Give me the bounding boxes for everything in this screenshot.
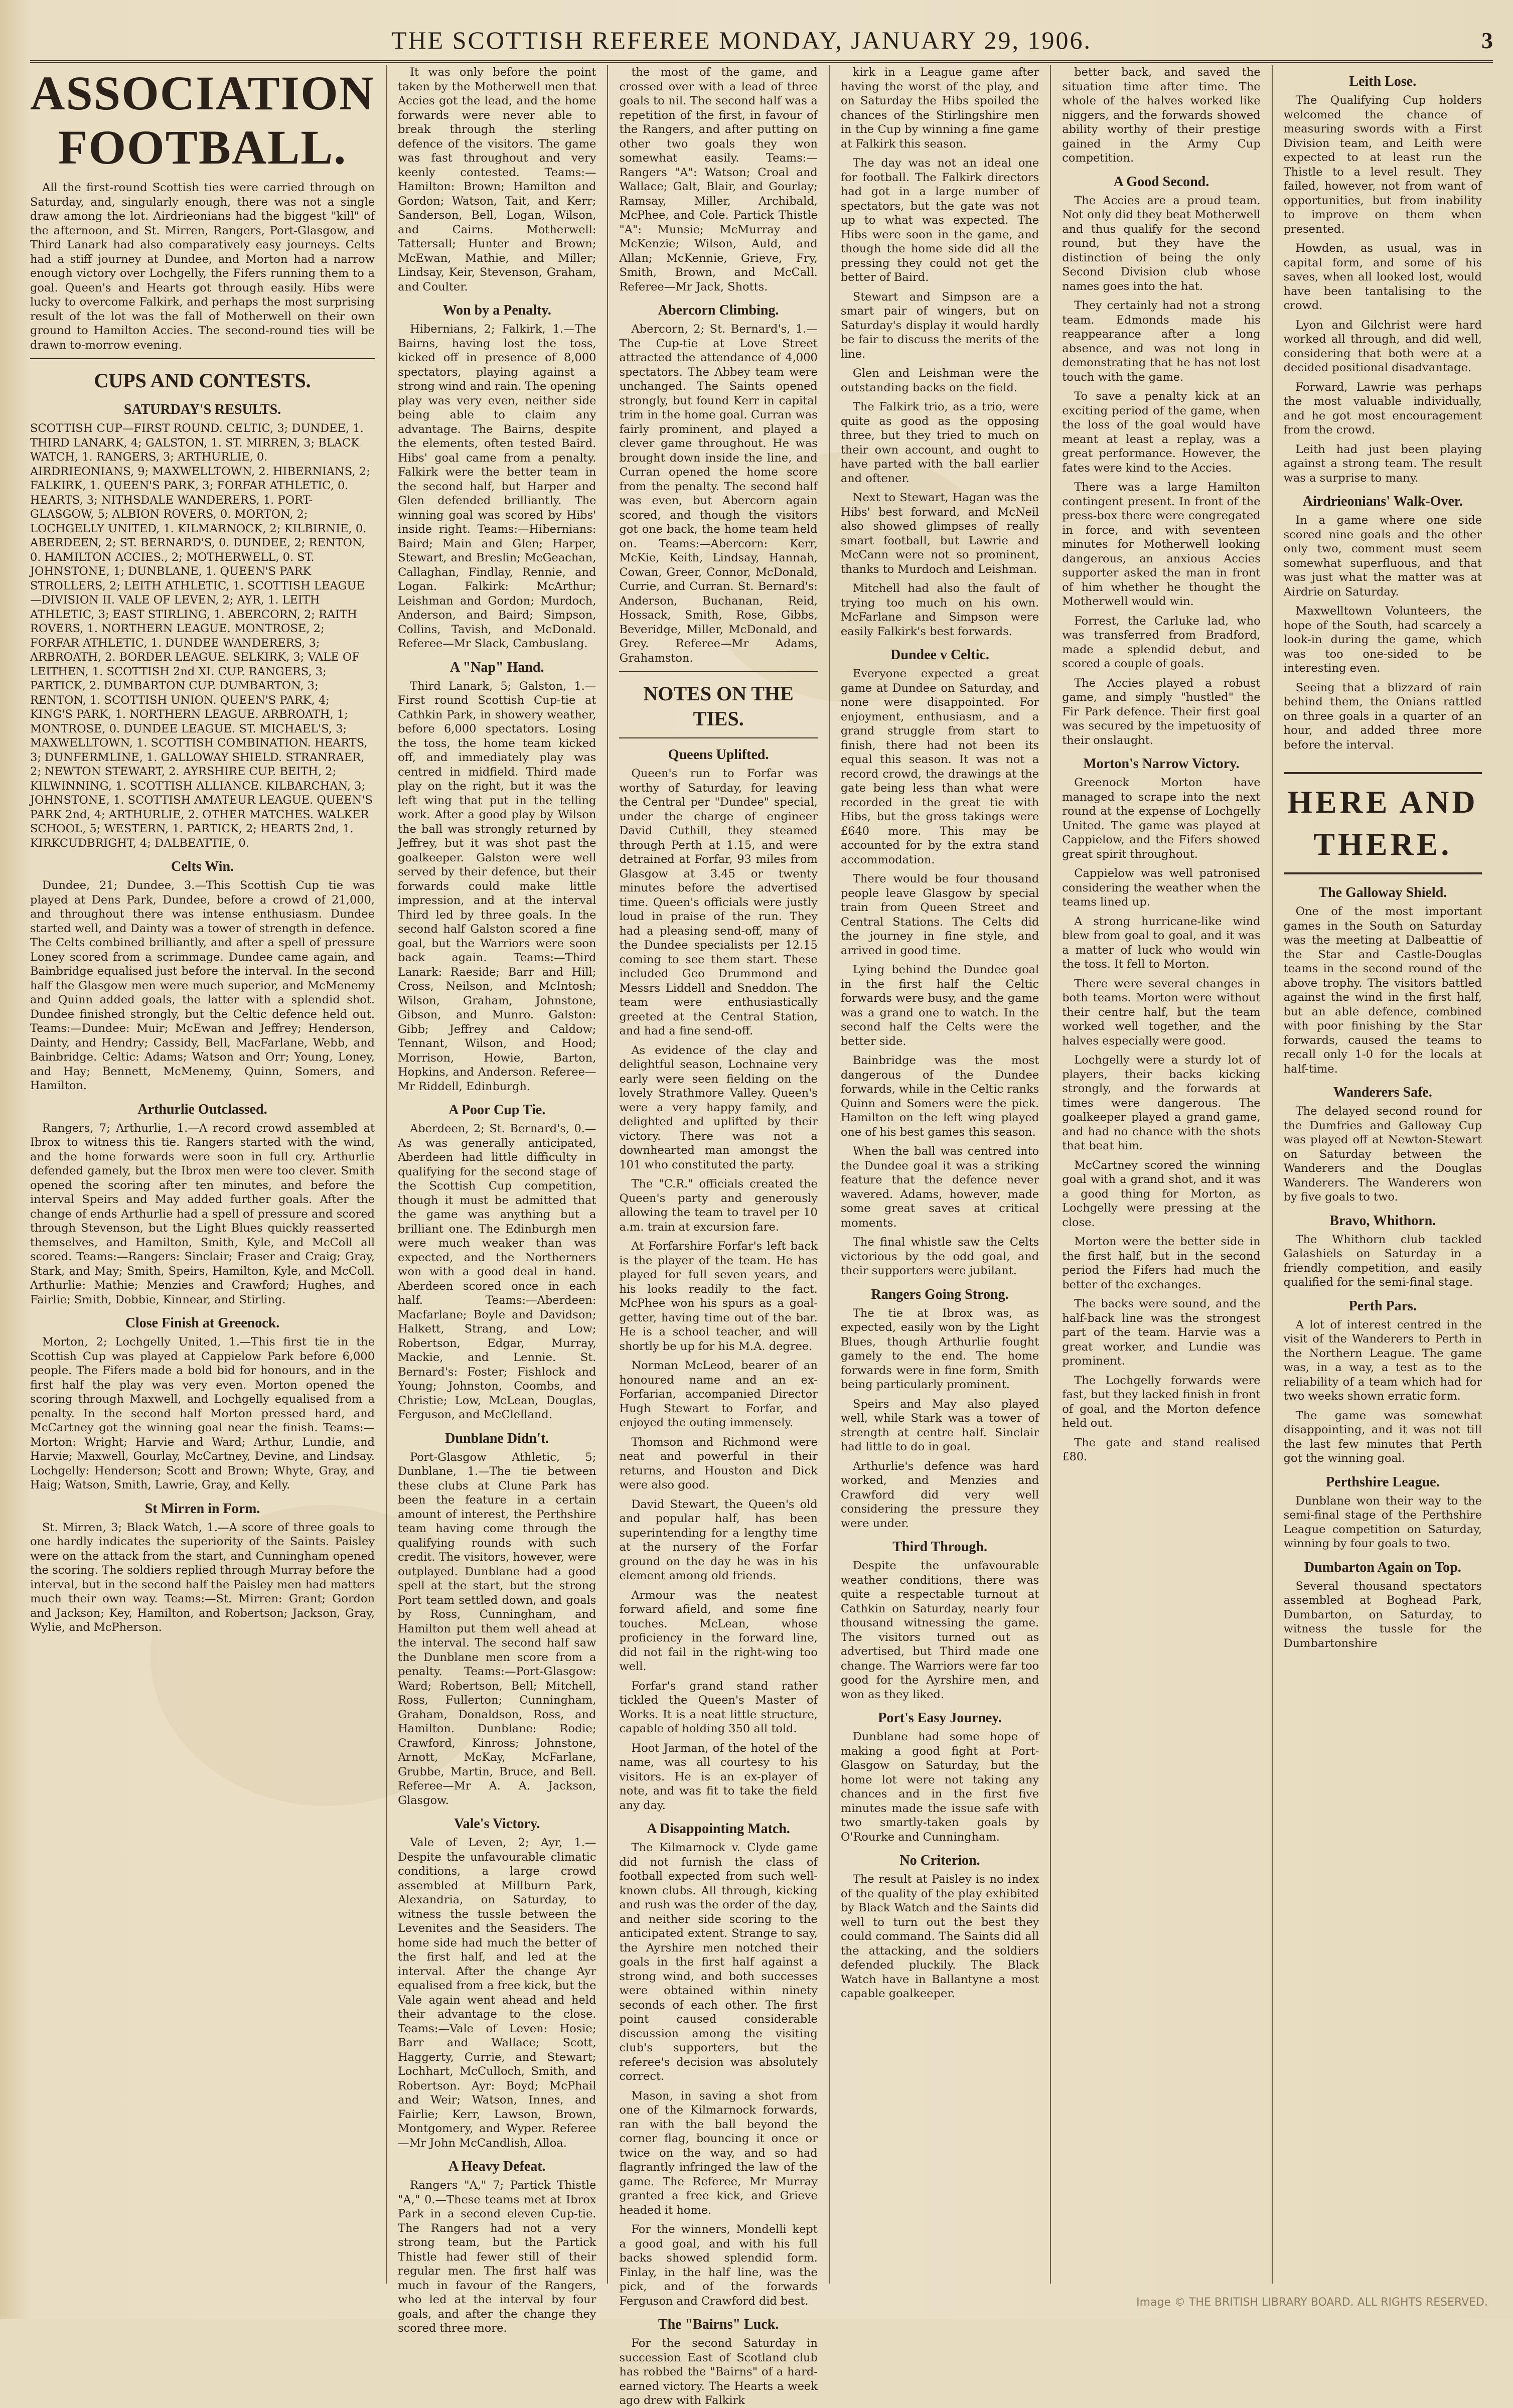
article-text: Cappielow was well patronised considering the weather when the teams lined up. — [1062, 867, 1261, 909]
article-text: The Lochgelly forwards were fast, but they lacked finish in front of goal, and the Morton defence held out. — [1062, 1374, 1261, 1430]
article-text: Rangers "A," 7; Partick Thistle "A," 0.—These teams met at Ibrox Park in a second eleven Cup-tie. The Rangers had not a very strong team, but the Partick Thistle had fewer still of their regular men. The first half was much in favour of the Rangers, who led at the interval by four goals, and after the change they scored three more. — [398, 2179, 596, 2335]
article-text: The Accies played a robust game, and simply "hustled" the Fir Park defence. Their first goal was secured by the impetuosity of their onslaught. — [1062, 676, 1261, 747]
article-text: Hoot Jarman, of the hotel of the name, was all courtesy to his visitors. He is an ex-player of note, and was fit to take the field any day. — [619, 1741, 818, 1812]
article-text: Forfar's grand stand rather tickled the Queen's Master of Works. It is a neat little structure, capable of holding 350 all told. — [619, 1679, 818, 1735]
article-text: Rangers, 7; Arthurlie, 1.—A record crowd assembled at Ibrox to witness this tie. Rangers started with the wind, and the home forwards were soon in full cry. Arthurlie defended gamely, but the Ibrox men were too clever. Smith opened the scoring after ten minutes, and before the interval Speirs and May added further goals. After the change of ends Arthurlie had a spell of pressure and scored through Stevenson, but the Light Blues quickly reasserted themselves, and Hamilton, Smith, Kyle, and McColl all scored. Teams:—Rangers: Sinclair; Fraser and Craig; Gray, Stark, and May; Smith, Speirs, Hamilton, Kyle, and McColl. Arthurlie: Mathie; Menzies and Crawford; Hughes, and Fairlie; Smith, Dobbie, Kinnear, and Stirling. — [30, 1121, 375, 1306]
article-text: Abercorn, 2; St. Bernard's, 1.—The Cup-tie at Love Street attracted the attendance of 4,000 spectators. The Abbey team were unchanged. The Saints opened strongly, but found Kerr in capital trim in the home goal. Curran was fairly prominent, and played a clever game throughout. He was brought down inside the line, and Curran opened the home score from the penalty. The second half was even, but Abercorn again scored, and though the visitors got one back, the home team held on. Teams:—Abercorn: Kerr, McKie, Keith, Lindsay, Hannah, Cowan, Greer, Connor, McDonald, Currie, and Curran. St. Bernard's: Anderson, Buchanan, Reid, Hossack, Smith, Rose, Gibbs, Beveridge, Miller, McDonald, and Grey. Referee—Mr Adams, Grahamston. — [619, 323, 818, 665]
article-heading: The "Bairns" Luck. — [658, 2317, 779, 2332]
article-heading: A Poor Cup Tie. — [448, 1102, 546, 1118]
article-text: There would be four thousand people leave Glasgow by special train from Queen Street and Central Stations. The Celts did the journey in fine style, and arrived in good time. — [840, 872, 1039, 957]
divider — [619, 737, 817, 738]
section-banner: HERE AND THERE. — [1284, 772, 1482, 874]
article-text: The Whithorn club tackled Galashiels on Saturday in a friendly competition, and easily qualified for the semi-final stage. — [1283, 1233, 1482, 1289]
article-text: The Qualifying Cup holders welcomed the chance of measuring swords with a First Division team, and Leith were expected to at least run the Thistle to a level result. They failed, however, not from want of opportunities, but from inability to improve on them when presented. — [1283, 94, 1482, 236]
article-text: One of the most important games in the South on Saturday was the meeting at Dalbeattie of the Star and Castle-Douglas teams in the second round of the above trophy. The visitors battled against the wind in the first half, but an able defence, combined with poor finishing by the Star forwards, caused the teams to recall only 1-0 for the locals at half-time. — [1283, 905, 1482, 1076]
article-text: Lochgelly were a sturdy lot of players, their backs kicking strongly, and the forwards at times were dangerous. The goalkeeper played a grand game, and had no chance with the shots that beat him. — [1062, 1054, 1261, 1152]
article-heading: Wanderers Safe. — [1333, 1085, 1432, 1100]
page-number: 3 — [1481, 27, 1493, 53]
section-title: NOTES ON THE TIES. — [643, 682, 794, 730]
intro-paragraph: All the first-round Scottish ties were carried through on Saturday, and, singularly enough, there was not a single draw among the lot. Airdrieonians had the biggest "kill" of the afternoon, and St. Mirren, Rangers, Port-Glasgow, and Third Lanark had also comparatively easy journeys. Celts had a stiff journey at Dundee, and Morton had a narrow enough victory over Lochgelly, the Fifers running them to a goal. Queen's and Hearts got through easily. Hibs were lucky to overcome Falkirk, and perhaps the most surprising result of the lot was the fall of Motherwell on their own ground to Hamilton Accies. The second-round ties will be drawn to-morrow evening. — [30, 181, 375, 352]
divider — [30, 358, 375, 359]
article-text: Glen and Leishman were the outstanding backs on the field. — [840, 367, 1039, 394]
article-text: better back, and saved the situation time after time. The whole of the halves worked like niggers, and the forwards showed ability worthy of their prestige gained in the Army Cup competition. — [1062, 66, 1261, 165]
copyright-notice: Image © THE BRITISH LIBRARY BOARD. ALL RIGHTS RESERVED. — [1136, 2296, 1488, 2309]
article-text: Third Lanark, 5; Galston, 1.—First round Scottish Cup-tie at Cathkin Park, in showery weather, before 6,000 spectators. Losing the toss, the home team kicked off, and immediately play was centred in midfield. Third made play on the right, but it was the left wing that put in the telling work. After a good play by Wilson the ball was strongly returned by Jeffrey, but it was shot past the goalkeeper. Galston were well served by their defence, but their forwards could make little impression, and at the interval Third led by three goals. In the second half Galston scored a fine goal, but the Warriors were soon back again. Teams:—Third Lanark: Raeside; Barr and Hill; Cross, Neilson, and McIntosh; Wilson, Graham, Johnstone, Gibson, and Munro. Galston: Gibb; Jeffrey and Caldow; Tennant, Wilson, and Hood; Morrison, Howie, Barton, Hopkins, and Anderson. Referee—Mr Riddell, Edinburgh. — [398, 679, 596, 1093]
article-text: There was a large Hamilton contingent present. In front of the press-box there were congregated in force, and with seventeen minutes for Motherwell looking dangerous, an anxious Accies supporter asked the man in front of him whether he thought the Motherwell would win. — [1062, 481, 1261, 608]
article-heading: Queens Uplifted. — [668, 747, 769, 763]
article-text: When the ball was centred into the Dundee goal it was a striking feature that the defence never wavered. Adams, however, made some great saves at critical moments. — [840, 1145, 1039, 1230]
article-text: Hibernians, 2; Falkirk, 1.—The Bairns, having lost the toss, kicked off in presence of 8,000 spectators, playing against a strong wind and rain. The opening play was very even, neither side being able to claim any advantage. The Bairns, despite the elements, often tested Baird. Hibs' goal came from a penalty. Falkirk were the better team in the second half, but Harper and Glen defended brilliantly. The winning goal was scored by Hibs' inside right. Teams:—Hibernians: Baird; Main and Glen; Harper, Stewart, and Breslin; McGeachan, Callaghan, Findlay, Rennie, and Logan. Falkirk: McArthur; Leishman and Gordon; Murdoch, Anderson, and Baird; Simpson, Collins, Tavish, and McDonald. Referee—Mr Slack, Cambuslang. — [398, 323, 596, 650]
article-text: Dundee, 21; Dundee, 3.—This Scottish Cup tie was played at Dens Park, Dundee, before a crowd of 21,000, and throughout there was intense enthusiasm. Dundee started well, and Dainty was a tower of strength in defence. The Celts combined brilliantly, and after a spell of pressure Loney scored from a scrimmage. Dundee came again, and Bainbridge equalised just before the interval. In the second half the Glasgow men were much superior, and McMenemy and Quinn added goals, the latter with a splendid shot. Dundee finished strongly, but the Celtic defence held out. Teams:—Dundee: Muir; McEwan and Jeffrey; Henderson, Dainty, and Hendry; Cassidy, Bell, MacFarlane, Webb, and Bainbridge. Celtic: Adams; Watson and Orr; Young, Loney, and Hay; Bennett, McMenemy, Quinn, Somers, and Hamilton. — [30, 879, 375, 1092]
article-heading: Dumbarton Again on Top. — [1304, 1559, 1461, 1575]
article-text: Seeing that a blizzard of rain behind them, the Onians rattled on three goals in a quarter of an hour, and added three more before the interval. — [1283, 681, 1482, 751]
masthead — [30, 20, 1493, 63]
masthead-title: THE SCOTTISH REFEREE MONDAY, JANUARY 29, 1906. — [391, 26, 1092, 54]
article-text: Everyone expected a great game at Dundee on Saturday, and none were disappointed. For enjoyment, enthusiasm, and a grand struggle from start to finish, there had not been its equal this season. It was not a record crowd, the drawings at the gate being less than what were recorded in the great tie with Hibs, but the gross takings were £640 more. This may be accounted for by the extra stand accommodation. — [840, 667, 1039, 866]
article-heading: Morton's Narrow Victory. — [1083, 756, 1240, 772]
article-text: Leith had just been playing against a strong team. The result was a surprise to many. — [1283, 442, 1482, 485]
article-text: The Kilmarnock v. Clyde game did not furnish the class of football expected from such well-known clubs. All through, kicking and rush was the order of the day, and neither side scoring to the anticipated extent. Strange to say, the Ayrshire men notched their goals in the first half against a strong wind, and both successes were obtained within ninety seconds of each other. The first point caused considerable discussion among the visiting club's supporters, but the referee's decision was absolutely correct. — [619, 1841, 818, 2083]
column-4 — [829, 65, 1050, 2284]
article-text: As evidence of the clay and delightful season, Lochnaine very early were seen fielding on the lovely Strathmore Valley. Queen's were a very happy family, and delighted and uplifted by their victory. There was not a downhearted man amongst the 101 who constituted the party. — [619, 1043, 818, 1171]
article-text: The backs were sound, and the half-back line was the strongest part of the team. Harvie was a great worker, and Lundie was prominent. — [1062, 1297, 1261, 1368]
article-text: For the winners, Mondelli kept a good goal, and with his full backs showed splendid form. Finlay, in the half line, was the pick, and of the forwards Ferguson and Crawford did best. — [619, 2223, 818, 2308]
page-headline: ASSOCIATION FOOTBALL. — [30, 66, 375, 174]
article-text: Greenock Morton have managed to scrape into the next round at the expense of Lochgelly United. The game was played at Cappielow, and the Fifers showed great spirit throughout. — [1062, 776, 1261, 861]
article-text: Lyon and Gilchrist were hard worked all through, and did well, considering that both were at a decided positional disadvantage. — [1283, 318, 1482, 374]
column-3 — [607, 65, 828, 2407]
article-text: To save a penalty kick at an exciting period of the game, when the loss of the goal would have meant at least a replay, was a great performance. However, the fates were kind to the Accies. — [1062, 390, 1261, 475]
article-heading: Close Finish at Greenock. — [125, 1315, 280, 1331]
article-text: Morton were the better side in the first half, but in the second period the Fifers had much the better of the exchanges. — [1062, 1235, 1261, 1291]
article-text: Dunblane won their way to the semi-final stage of the Perthshire League competition on Saturday, winning by four goals to two. — [1283, 1494, 1482, 1550]
article-text: Forward, Lawrie was perhaps the most valuable individually, and he got most encouragement from the crowd. — [1283, 380, 1482, 436]
article-heading: Port's Easy Journey. — [878, 1710, 1002, 1726]
article-heading: St Mirren in Form. — [144, 1500, 260, 1517]
article-heading: Celts Win. — [171, 859, 234, 874]
article-text: Aberdeen, 2; St. Bernard's, 0.—As was generally anticipated, Aberdeen had little difficulty in qualifying for the second stage of the Scottish Cup competition, though it must be admitted that the game was anything but a brilliant one. The Edinburgh men were much weaker than was expected, and the Northerners won with a good deal in hand. Aberdeen scored once in each half. Teams:—Aberdeen: Macfarlane; Boyle and Davidson; Halkett, Strang, and Low; Robertson, Edgar, Murray, Mackie, and Lennie. St. Bernard's: Foster; Fishlock and Young; Johnston, Coombs, and Christie; Low, McLean, Douglas, Ferguson, and McClelland. — [398, 1122, 596, 1421]
article-heading: Arthurlie Outclassed. — [137, 1101, 267, 1117]
results-heading: SATURDAY'S RESULTS. — [123, 402, 281, 417]
article-text: At Forfarshire Forfar's left back is the player of the team. He has played for full seven years, and his looks readily to the fact. McPhee won his spurs as a goal-getter, having time out of the bar. He is a school teacher, and will shortly be up for his M.A. degree. — [619, 1240, 818, 1353]
article-text: The Accies are a proud team. Not only did they beat Motherwell and thus qualify for the second round, but they have the distinction of being the only Second Division club whose names goes into the hat. — [1062, 194, 1261, 293]
article-text: Next to Stewart, Hagan was the Hibs' best forward, and McNeil also showed glimpses of really smart football, but Lawrie and McCann were not so prominent, thanks to Murdoch and Leishman. — [840, 491, 1039, 576]
article-text: Despite the unfavourable weather conditions, there was quite a respectable turnout at Cathkin on Saturday, nearly four thousand witnessing the game. The visitors turned out as advertised, but Third made one change. The Warriors were far too good for the Ayrshire men, and won as they liked. — [840, 1559, 1039, 1701]
article-text: St. Mirren, 3; Black Watch, 1.—A score of three goals to one hardly indicates the superiority of the Saints. Paisley were on the attack from the start, and Cunningham opened the scoring. The soldiers replied through Murray before the interval, but in the second half the Paisley men had matters much their own way. Teams:—St. Mirren: Grant; Gordon and Jackson; Key, Hamilton, and Robertson; Jackson, Gray, Wylie, and McPherson. — [30, 1521, 375, 1634]
column-6 — [1272, 65, 1493, 2284]
article-text: Port-Glasgow Athletic, 5; Dunblane, 1.—The tie between these clubs at Clune Park has been the feature in a certain amount of interest, the Perthshire team having come through the qualifying rounds with such credit. The visitors, however, were outplayed. Dunblane had a good spell at the start, but the strong Port team settled down, and goals by Ross, Cunningham, and Hamilton put them well ahead at the interval. The second half saw the Dunblane men score from a penalty. Teams:—Port-Glasgow: Ward; Robertson, Bell; Mitchell, Ross, Fullerton; Cunningham, Graham, Donaldson, Ross, and Hamilton. Dunblane: Rodie; Crawford, Kinross; Johnstone, Arnott, McKay, McFarlane, Grubbe, Martin, Bruce, and Bell. Referee—Mr A. A. Jackson, Glasgow. — [398, 1450, 596, 1807]
column-5 — [1050, 65, 1271, 2284]
article-text: In a game where one side scored nine goals and the other only two, comment must seem somewhat superfluous, and that was just what the matter was at Airdrie on Saturday. — [1283, 514, 1482, 598]
article-heading: The Galloway Shield. — [1318, 885, 1447, 900]
article-text: Bainbridge was the most dangerous of the Dundee forwards, while in the Celtic ranks Quinn and Somers were the pick. Hamilton on the left wing played one of his best games this season. — [840, 1054, 1039, 1139]
article-text: Dunblane had some hope of making a good fight at Port-Glasgow on Saturday, but the home lot were not taking any chances and in the first five minutes made the issue safe with two smartly-taken goals by O'Rourke and Cunningham. — [840, 1730, 1039, 1844]
article-heading: Leith Lose. — [1349, 74, 1417, 89]
article-heading: Perthshire League. — [1326, 1474, 1440, 1490]
section-title: CUPS AND CONTESTS. — [94, 369, 311, 392]
article-text: The Falkirk trio, as a trio, were quite as good as the opposing three, but they tried to much on their own account, and ought to have parted with the ball earlier and oftener. — [840, 400, 1039, 485]
divider — [619, 671, 817, 672]
article-text: The delayed second round for the Dumfries and Galloway Cup was played off at Newton-Stewart on Saturday between the Wanderers and the Douglas Wanderers. The Wanderers won by five goals to two. — [1283, 1105, 1482, 1203]
article-heading: A "Nap" Hand. — [450, 659, 544, 675]
article-text: Howden, as usual, was in capital form, and some of his saves, when all looked lost, would have been tantalising to the crowd. — [1283, 242, 1482, 312]
article-text: The final whistle saw the Celts victorious by the odd goal, and their supporters were jubilant. — [840, 1236, 1039, 1277]
article-text: Several thousand spectators assembled at Boghead Park, Dumbarton, on Saturday, to witness the tussle for the Dumbartonshire — [1283, 1579, 1482, 1650]
article-text: Norman McLeod, bearer of an honoured name and an ex-Forfarian, accompanied Director Hugh Stewart to Forfar, and enjoyed the outing immensely. — [619, 1359, 818, 1429]
article-text: Armour was the neatest forward afield, and some fine touches. McLean, whose proficiency in the forward line, did not fail in the right-wing too well. — [619, 1588, 818, 1673]
article-heading: Bravo, Whithorn. — [1329, 1213, 1436, 1229]
article-heading: Perth Pars. — [1348, 1298, 1417, 1314]
article-text: Arthurlie's defence was hard worked, and Menzies and Crawford did very well considering the pressure they were under. — [840, 1459, 1039, 1530]
article-heading: Won by a Penalty. — [442, 303, 551, 318]
column-1 — [30, 65, 386, 2284]
article-text: The tie at Ibrox was, as expected, easily won by the Light Blues, though Arthurlie fought gamely to the end. The home forwards were in fine form, Smith being particularly prominent. — [840, 1306, 1039, 1391]
column-2 — [386, 65, 607, 2335]
article-text: Stewart and Simpson are a smart pair of wingers, but on Saturday's display it would hardly be fair to discuss the merits of the line. — [840, 290, 1039, 361]
article-text: kirk in a League game after having the worst of the play, and on Saturday the Hibs spoiled the chances of the Stirlingshire men in the Cup by winning a fine game at Falkirk this season. — [840, 66, 1039, 150]
article-text: Queen's run to Forfar was worthy of Saturday, for leaving the Central per "Dundee" special, under the charge of engineer David Cuthill, they steamed through Perth at 1.15, and were detrained at Forfar, 93 miles from Glasgow at 3.45 or twenty minutes before the advertised time. Queen's officials were justly loud in praise of the run. They had a pleasing send-off, many of the Dundee specialists per 12.15 coming to see them start. These included Geo Drummond and Messrs Liddell and Sneddon. The team were enthusiastically greeted at the Central Station, and had a fine send-off. — [619, 767, 818, 1037]
article-heading: Dundee v Celtic. — [890, 647, 989, 663]
article-heading: A Disappointing Match. — [647, 1821, 790, 1837]
article-heading: Abercorn Climbing. — [658, 303, 779, 318]
article-heading: Dunblane Didn't. — [445, 1430, 549, 1446]
article-text: The result at Paisley is no index of the quality of the play exhibited by Black Watch and the Saints did well to turn out the best they could command. The Saints did all the attacking, and the soldiers defended pluckily. The Black Watch have in Ballantyne a most capable goalkeeper. — [840, 1873, 1039, 2000]
article-text: Mason, in saving a shot from one of the Kilmarnock forwards, ran with the ball beyond the corner flag, bouncing it once or twice on the way, and so had flagrantly infringed the law of the game. The Referee, Mr Murray granted a free kick, and Grieve headed it home. — [619, 2089, 818, 2217]
article-text: A strong hurricane-like wind blew from goal to goal, and it was a matter of luck who would win the toss. It fell to Morton. — [1062, 915, 1261, 971]
article-text: Lying behind the Dundee goal in the first half the Celtic forwards were busy, and the game was a grand one to watch. In the second half the Celts were the better side. — [840, 963, 1039, 1048]
article-text: Speirs and May also played well, while Stark was a tower of strength at centre half. Sinclair had little to do in goal. — [840, 1397, 1039, 1453]
article-text: Thomson and Richmond were neat and powerful in their returns, and Houston and Dick were also good. — [619, 1435, 818, 1491]
article-text: Mitchell had also the fault of trying too much on his own. McFarlane and Simpson were easily Falkirk's best forwards. — [840, 582, 1039, 638]
results-list: SCOTTISH CUP—FIRST ROUND. CELTIC, 3; DUNDEE, 1. THIRD LANARK, 4; GALSTON, 1. ST. MIRREN, 3; BLACK WATCH, 1. RANGERS, 3; ARTHURLIE, 0. AIRDRIEONIANS, 9; MAXWELLTOWN, 2. HIBERNIANS, 2; FALKIRK, 1. QUEEN'S PARK, 3; FORFAR ATHLETIC, 0. HEARTS, 3; NITHSDALE WANDERERS, 1. PORT-GLASGOW, 5; ALBION ROVERS, 0. MORTON, 2; LOCHGELLY UNITED, 1. KILMARNOCK, 2; KILBIRNIE, 0. ABERDEEN, 2; ST. BERNARD'S, 0. DUNDEE, 2; RENTON, 0. HAMILTON ACCIES., 2; MOTHERWELL, 0. ST. JOHNSTONE, 1; DUNBLANE, 1. QUEEN'S PARK STROLLERS, 2; LEITH ATHLETIC, 1. SCOTTISH LEAGUE—DIVISION II. VALE OF LEVEN, 2; AYR, 1. LEITH ATHLETIC, 3; EAST STIRLING, 1. ABERCORN, 2; RAITH ROVERS, 1. NORTHERN LEAGUE. MONTROSE, 2; FORFAR ATHLETIC, 1. DUNDEE WANDERERS, 3; ARBROATH, 2. BORDER LEAGUE. SELKIRK, 3; VALE OF LEITHEN, 1. SCOTTISH 2nd XI. CUP. RANGERS, 3; PARTICK, 2. DUMBARTON CUP. DUMBARTON, 3; RENTON, 1. SCOTTISH UNION. QUEEN'S PARK, 4; KING'S PARK, 1. NORTHERN LEAGUE. ARBROATH, 1; MONTROSE, 0. DUNDEE LEAGUE. ST. MICHAEL'S, 3; MAXWELLTOWN, 1. SCOTTISH COMBINATION. HEARTS, 3; DUNFERMLINE, 1. GALLOWAY SHIELD. STRANRAER, 2; NEWTON STEWART, 2. AYRSHIRE CUP. BEITH, 2; KILWINNING, 1. SCOTTISH ALLIANCE. KILBARCHAN, 3; JOHNSTONE, 1. SCOTTISH AMATEUR LEAGUE. QUEEN'S PARK 2nd, 4; ARTHURLIE, 2. OTHER MATCHES. WALKER SCHOOL, 5; WESTERN, 1. PARTICK, 2; HEARTS 2nd, 1. KIRKCUDBRIGHT, 4; DALBEATTIE, 0. — [30, 422, 373, 850]
article-heading: Airdrieonians' Walk-Over. — [1302, 494, 1463, 509]
article-text: A lot of interest centred in the visit of the Wanderers to Perth in the Northern League. The game was, in a way, a test as to the reliability of a team which had for two weeks shown erratic form. — [1283, 1318, 1482, 1403]
article-text: David Stewart, the Queen's old and popular half, has been superintending for a lengthy time at the nursery of the Forfar ground on the day he was in his element among old friends. — [619, 1497, 818, 1582]
article-heading: Third Through. — [892, 1539, 987, 1555]
article-heading: A Good Second. — [1113, 174, 1209, 190]
article-text: For the second Saturday in succession East of Scotland club has robbed the "Bairns" of a hard-earned victory. The Hearts a week ago drew with Falkirk — [619, 2337, 818, 2407]
article-heading: Rangers Going Strong. — [871, 1286, 1009, 1302]
article-text: Maxwelltown Volunteers, the hope of the South, had scarcely a look-in during the game, which was too one-sided to be interesting even. — [1283, 605, 1482, 675]
article-text: The "C.R." officials created the Queen's party and generously allowing the team to travel per 10 a.m. train at excursion fare. — [619, 1177, 818, 1234]
article-heading: Vale's Victory. — [453, 1816, 540, 1832]
article-heading: No Criterion. — [899, 1853, 980, 1868]
article-text: They certainly had not a strong team. Edmonds made his reappearance after a long absence, and was not long in demonstrating that he has not lost touch with the game. — [1062, 299, 1261, 384]
article-heading: A Heavy Defeat. — [448, 2159, 546, 2174]
article-text: The day was not an ideal one for football. The Falkirk directors had got in a large number of spectators, but the gate was not up to what was expected. The Hibs were soon in the game, and though the home side did all the pressing they could not get the better of Baird. — [840, 157, 1039, 284]
article-text: There were several changes in both teams. Morton were without their centre half, but the team worked well together, and the halves especially were good. — [1062, 977, 1261, 1047]
article-text: It was only before the point taken by the Motherwell men that Accies got the lead, and the home forwards were never able to break through the sterling defence of the visitors. The game was fast throughout and very keenly contested. Teams:—Hamilton: Brown; Hamilton and Gordon; Watson, Tait, and Kerr; Sanderson, Bell, Logan, Wilson, and Cairns. Motherwell: Tattersall; Hunter and Brown; McEwan, Mathie, and Miller; Lindsay, Keir, Stevenson, Graham, and Coulter. — [398, 66, 596, 293]
article-text: Vale of Leven, 2; Ayr, 1.—Despite the unfavourable climatic conditions, a large crowd assembled at Millburn Park, Alexandria, on Saturday, to witness the tussle between the Levenites and the Seasiders. The home side had much the better of the first half, and led at the interval. After the change Ayr equalised from a free kick, but the Vale again went ahead and held their advantage to the close. Teams:—Vale of Leven: Hosie; Barr and Wallace; Scott, Haggerty, Currie, and Stewart; Lochhart, McCulloch, Smith, and Robertson. Ayr: Boyd; McPhail and Weir; Watson, Innes, and Fairlie; Kerr, Lawson, Brown, Montgomery, and Wyper. Referee—Mr John McCandlish, Alloa. — [398, 1836, 596, 2150]
article-text: The game was somewhat disappointing, and it was not till the last few minutes that Perth got the winning goal. — [1283, 1409, 1482, 1465]
article-text: Forrest, the Carluke lad, who was transferred from Bradford, made a splendid debut, and scored a couple of goals. — [1062, 614, 1261, 670]
article-text: McCartney scored the winning goal with a grand shot, and it was a good thing for Morton, as Lochgelly were pressing at the close. — [1062, 1158, 1261, 1229]
article-text: the most of the game, and crossed over with a lead of three goals to nil. The second half was a repetition of the first, in favour of the Rangers, and after putting on other two goals they won somewhat easily. Teams:—Rangers "A": Watson; Croal and Wallace; Galt, Blair, and Gourlay; Ramsay, Miller, Archibald, McPhee, and Cole. Partick Thistle "A": Munsie; McMurray and McKenzie; Wilson, Auld, and Allan; McKennie, Grieve, Fry, Smith, Brown, and McCall. Referee—Mr Jack, Shotts. — [619, 66, 818, 293]
article-text: The gate and stand realised £80. — [1062, 1436, 1261, 1463]
article-text: Morton, 2; Lochgelly United, 1.—This first tie in the Scottish Cup was played at Cappielow Park before 6,000 people. The Fifers made a bold bid for honours, and in the first half the play was very even. Morton opened the scoring through Maxwell, and Lochgelly equalised from a penalty. In the second half Morton pressed hard, and McCartney got the winning goal near the finish. Teams:—Morton: Wright; Harvie and Ward; Arthur, Lundie, and Harvie; Maxwell, Gourlay, McCartney, Devine, and Lindsay. Lochgelly: Henderson; Scott and Brown; Whyte, Gray, and Haig; Watson, Smith, Lawrie, Gray, and Kelly. — [30, 1335, 375, 1491]
